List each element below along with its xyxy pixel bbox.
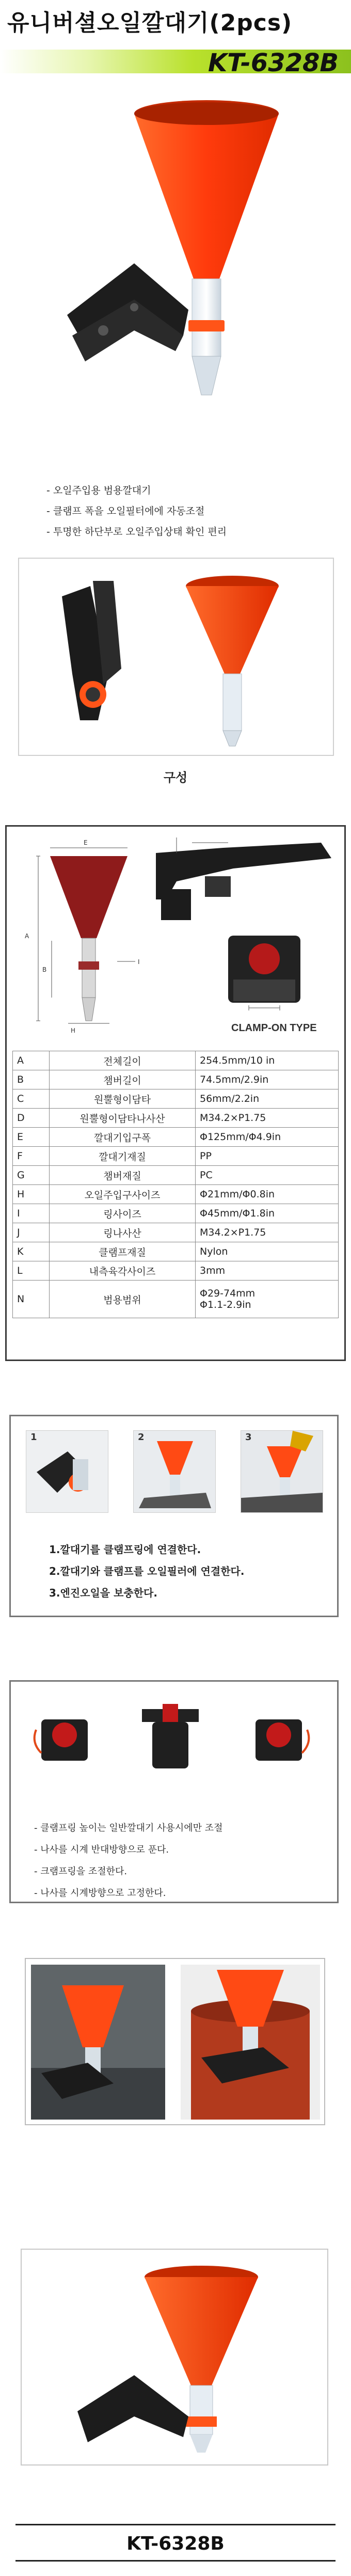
- spec-name: 깔대기입구폭: [50, 1128, 196, 1147]
- spec-diagram: [6, 827, 345, 1044]
- feature-list: [46, 480, 315, 542]
- spec-letter: H: [13, 1185, 50, 1204]
- feature-item: - 오일주입용 범용깔대기: [46, 485, 151, 496]
- feature-item: - 투명한 하단부로 오일주입상태 확인 편리: [46, 526, 227, 538]
- clamp-adjust-notes: [34, 1818, 333, 1904]
- divider: [15, 2524, 336, 2525]
- spec-value: Φ21mm/Φ0.8in: [196, 1185, 339, 1204]
- spec-value-range: [196, 1281, 339, 1318]
- spec-name: 클램프재질: [50, 1242, 196, 1261]
- configuration-photo: [31, 565, 320, 751]
- product-title: 유니버셜오일깔대기(2pcs): [7, 10, 293, 36]
- usage-step: 1.깔대기를 클램프링에 연결한다.: [49, 1543, 201, 1556]
- spec-value: M34.2×P1.75: [196, 1223, 339, 1242]
- table-row: [13, 1089, 339, 1109]
- table-row: [13, 1147, 339, 1166]
- step-photo-1: [26, 1430, 108, 1513]
- diagram-letter-a: A: [25, 933, 29, 940]
- spec-value: Φ29-74mm: [200, 1288, 256, 1299]
- adjust-note: - 나사를 시계 반대방향으로 푼다.: [34, 1844, 169, 1855]
- engine-usage-photo: [31, 1965, 165, 2120]
- table-row: [13, 1261, 339, 1281]
- spec-letter: F: [13, 1147, 50, 1166]
- spec-value-inch: Φ1.1-2.9in: [200, 1299, 251, 1310]
- spec-letter: K: [13, 1242, 50, 1261]
- clamp-on-type-label: CLAMP-ON TYPE: [231, 1022, 317, 1034]
- spec-name: 링나사산: [50, 1223, 196, 1242]
- table-row: [13, 1185, 339, 1204]
- spec-name: 전체길이: [50, 1051, 196, 1070]
- spec-letter: B: [13, 1070, 50, 1089]
- spec-table: [12, 1051, 339, 1318]
- spec-value: Φ125mm/Φ4.9in: [196, 1128, 339, 1147]
- step-photo-2: [133, 1430, 216, 1513]
- spec-name: 내측육각사이즈: [50, 1261, 196, 1281]
- spec-name: 원뿔형이담타나사산: [50, 1109, 196, 1128]
- spec-letter: A: [13, 1051, 50, 1070]
- spec-name: 범용범위: [50, 1281, 196, 1318]
- spec-letter: L: [13, 1261, 50, 1281]
- footer-product-code: KT-6328B: [126, 2533, 225, 2554]
- spec-value: M34.2×P1.75: [196, 1109, 339, 1128]
- diagram-letter-b: B: [42, 966, 47, 973]
- final-product-image: [72, 2262, 279, 2458]
- table-row: [13, 1109, 339, 1128]
- spec-name: 깔대기재질: [50, 1147, 196, 1166]
- adjust-photo-1: [26, 1699, 103, 1776]
- table-row: [13, 1051, 339, 1070]
- spec-value: Φ45mm/Φ1.8in: [196, 1204, 339, 1223]
- diagram-letter-h: H: [71, 1027, 76, 1034]
- spec-letter: C: [13, 1089, 50, 1109]
- diagram-letter-i: I: [138, 958, 140, 966]
- spec-letter: G: [13, 1166, 50, 1185]
- adjust-note: - 크램프링을 조절한다.: [34, 1866, 127, 1877]
- spec-letter: E: [13, 1128, 50, 1147]
- spec-value: 3mm: [196, 1261, 339, 1281]
- usage-steps-list: [49, 1539, 317, 1604]
- spec-value: 254.5mm/10 in: [196, 1051, 339, 1070]
- spec-name: 오일주입구사이즈: [50, 1185, 196, 1204]
- configuration-caption: 구성: [163, 770, 188, 785]
- divider: [15, 2560, 336, 2562]
- usage-step: 2.깔대기와 클램프를 오일필러에 연결한다.: [49, 1565, 245, 1577]
- table-row: [13, 1070, 339, 1089]
- table-row: [13, 1204, 339, 1223]
- hero-product-image: [57, 93, 289, 418]
- spec-value: PC: [196, 1166, 339, 1185]
- step-photo-3: [241, 1430, 323, 1513]
- product-code: KT-6328B: [208, 49, 339, 77]
- spec-name: 링사이즈: [50, 1204, 196, 1223]
- adjust-note: - 클램프링 높이는 일반깔대기 사용시에만 조절: [34, 1823, 223, 1834]
- adjust-photo-2: [132, 1699, 209, 1776]
- diagram-letter-e: E: [84, 839, 88, 846]
- spec-value: 56mm/2.2in: [196, 1089, 339, 1109]
- step-number: 2: [138, 1432, 145, 1443]
- spec-value: PP: [196, 1147, 339, 1166]
- spec-letter: J: [13, 1223, 50, 1242]
- spec-letter: D: [13, 1109, 50, 1128]
- spec-value: Nylon: [196, 1242, 339, 1261]
- table-row: [13, 1281, 339, 1318]
- spec-letter: I: [13, 1204, 50, 1223]
- table-row: [13, 1128, 339, 1147]
- spec-name: 챔버재질: [50, 1166, 196, 1185]
- table-row: [13, 1242, 339, 1261]
- adjust-photo-3: [240, 1699, 317, 1776]
- spec-value: 74.5mm/2.9in: [196, 1070, 339, 1089]
- spec-letter: N: [13, 1281, 50, 1318]
- table-row: [13, 1166, 339, 1185]
- drum-usage-photo: [181, 1965, 320, 2120]
- spec-name: 챔버길이: [50, 1070, 196, 1089]
- table-row: [13, 1223, 339, 1242]
- step-number: 3: [245, 1432, 252, 1443]
- usage-step: 3.엔진오일을 보충한다.: [49, 1587, 157, 1599]
- feature-item: - 클램프 폭을 오일필터에에 자동조절: [46, 505, 205, 517]
- step-number: 1: [30, 1432, 37, 1443]
- adjust-note: - 나사를 시계방향으로 고정한다.: [34, 1888, 166, 1899]
- spec-name: 원뿔형이담타: [50, 1089, 196, 1109]
